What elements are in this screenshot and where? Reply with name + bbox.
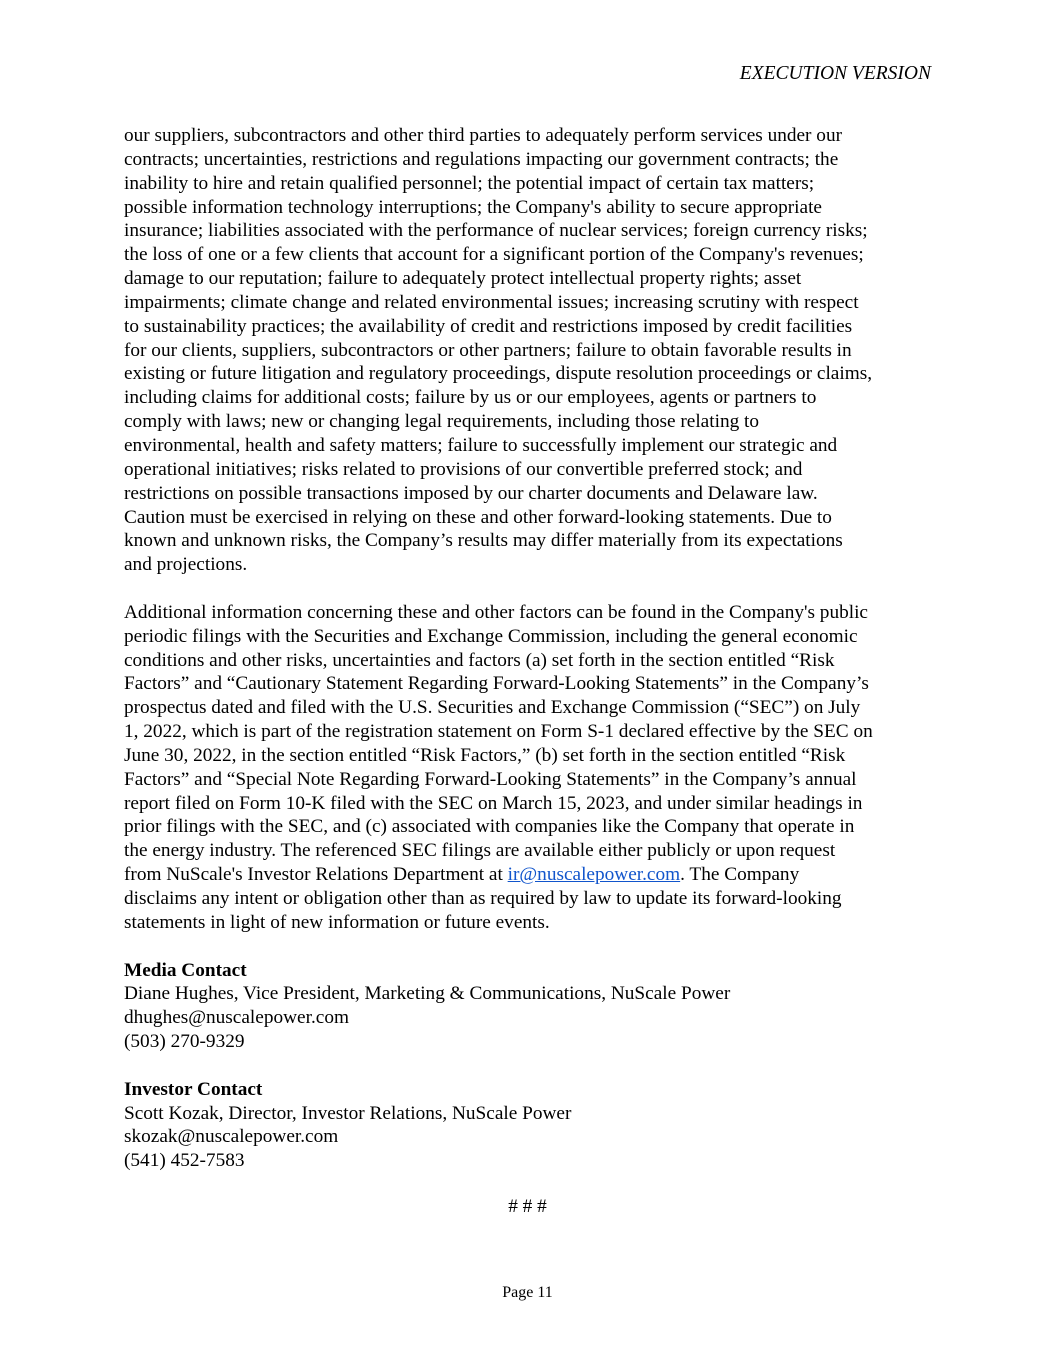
paragraph-line: disclaims any intent or obligation other than as required by law to update its forward-looking bbox=[124, 888, 842, 909]
page-number: Page 11 bbox=[502, 1284, 553, 1301]
paragraph-line: impairments; climate change and related environmental issues; increasing scrutiny with respect bbox=[124, 291, 859, 313]
paragraph-line: possible information technology interruptions; the Company's ability to secure appropriate bbox=[124, 196, 822, 218]
paragraph-spacer bbox=[124, 577, 932, 601]
paragraph-line: conditions and other risks, uncertainties and factors (a) set forth in the section entitled “Risk bbox=[124, 649, 835, 671]
end-of-release-marks: # # # bbox=[508, 1196, 547, 1217]
paragraph-spacer bbox=[124, 1054, 932, 1078]
paragraph-line: periodic filings with the Securities and Exchange Commission, including the general economic bbox=[124, 625, 858, 647]
investor-contact-name: Scott Kozak, Director, Investor Relations, NuScale Power bbox=[124, 1102, 572, 1124]
link-lead-text: from NuScale's Investor Relations Department at bbox=[124, 864, 508, 886]
paragraph-line: inability to hire and retain qualified personnel; the potential impact of certain tax matters; bbox=[124, 172, 815, 194]
media-contact-heading: Media Contact bbox=[124, 959, 247, 981]
forward-looking-risks-paragraph bbox=[124, 124, 932, 577]
paragraph-line: existing or future litigation and regulatory proceedings, dispute resolution proceedings or claims, bbox=[124, 363, 873, 385]
paragraph-line: Caution must be exercised in relying on these and other forward-looking statements. Due to bbox=[124, 506, 832, 528]
investor-contact-email: skozak@nuscalepower.com bbox=[124, 1126, 339, 1148]
execution-version-header: EXECUTION VERSION bbox=[739, 63, 931, 84]
document-body bbox=[124, 124, 932, 1173]
paragraph-line: statements in light of new information or future events. bbox=[124, 911, 550, 933]
paragraph-line: for our clients, suppliers, subcontractors or other partners; failure to obtain favorable results in bbox=[124, 339, 852, 361]
paragraph-line: prospectus dated and filed with the U.S. Securities and Exchange Commission (“SEC”) on July bbox=[124, 697, 861, 719]
paragraph-line: to sustainability practices; the availability of credit and restrictions imposed by credit facilities bbox=[124, 315, 853, 337]
paragraph-line: and projections. bbox=[124, 554, 248, 576]
paragraph-line: prior filings with the SEC, and (c) associated with companies like the Company that operate in bbox=[124, 816, 855, 838]
paragraph-line: June 30, 2022, in the section entitled “Risk Factors,” (b) set forth in the section entitled “Risk bbox=[124, 744, 846, 766]
paragraph-line: Factors” and “Cautionary Statement Regarding Forward-Looking Statements” in the Company’s bbox=[124, 673, 869, 695]
media-contact-email: dhughes@nuscalepower.com bbox=[124, 1007, 349, 1029]
additional-information-paragraph bbox=[124, 601, 932, 935]
paragraph-line: damage to our reputation; failure to adequately protect intellectual property rights; asset bbox=[124, 268, 802, 290]
paragraph-line-with-link bbox=[124, 863, 932, 887]
investor-contact-heading: Investor Contact bbox=[124, 1078, 263, 1100]
paragraph-line: Additional information concerning these and other factors can be found in the Company's public bbox=[124, 601, 868, 623]
paragraph-line: insurance; liabilities associated with the performance of nuclear services; foreign currency risks; bbox=[124, 220, 868, 242]
investor-relations-email-link[interactable]: ir@nuscalepower.com bbox=[507, 864, 681, 886]
paragraph-line: restrictions on possible transactions imposed by our charter documents and Delaware law. bbox=[124, 482, 818, 504]
link-trail-text: . The Company bbox=[680, 864, 800, 886]
paragraph-spacer bbox=[124, 935, 932, 959]
paragraph-line: report filed on Form 10-K filed with the SEC on March 15, 2023, and under similar headings in bbox=[124, 792, 863, 814]
media-contact-block bbox=[124, 959, 932, 1054]
paragraph-line: 1, 2022, which is part of the registration statement on Form S-1 declared effective by the SEC on bbox=[124, 721, 873, 743]
investor-contact-block bbox=[124, 1078, 932, 1173]
media-contact-name: Diane Hughes, Vice President, Marketing & Communications, NuScale Power bbox=[124, 983, 731, 1005]
paragraph-line: contracts; uncertainties, restrictions and regulations impacting our government contracts; the bbox=[124, 148, 839, 170]
paragraph-line: the energy industry. The referenced SEC filings are available either publicly or upon request bbox=[124, 840, 836, 862]
investor-contact-phone: (541) 452-7583 bbox=[124, 1150, 245, 1172]
paragraph-line: the loss of one or a few clients that account for a significant portion of the Company's revenues; bbox=[124, 244, 864, 266]
paragraph-line: known and unknown risks, the Company’s results may differ materially from its expectations bbox=[124, 530, 843, 552]
paragraph-line: our suppliers, subcontractors and other third parties to adequately perform services under our bbox=[124, 125, 843, 146]
paragraph-line: Factors” and “Special Note Regarding Forward-Looking Statements” in the Company’s annual bbox=[124, 768, 857, 790]
paragraph-line: environmental, health and safety matters; failure to successfully implement our strategic and bbox=[124, 434, 838, 456]
paragraph-line: operational initiatives; risks related to provisions of our convertible preferred stock; and bbox=[124, 458, 803, 480]
media-contact-phone: (503) 270-9329 bbox=[124, 1031, 245, 1053]
paragraph-line: comply with laws; new or changing legal requirements, including those relating to bbox=[124, 411, 760, 433]
paragraph-line: including claims for additional costs; failure by us or our employees, agents or partners to bbox=[124, 387, 817, 409]
